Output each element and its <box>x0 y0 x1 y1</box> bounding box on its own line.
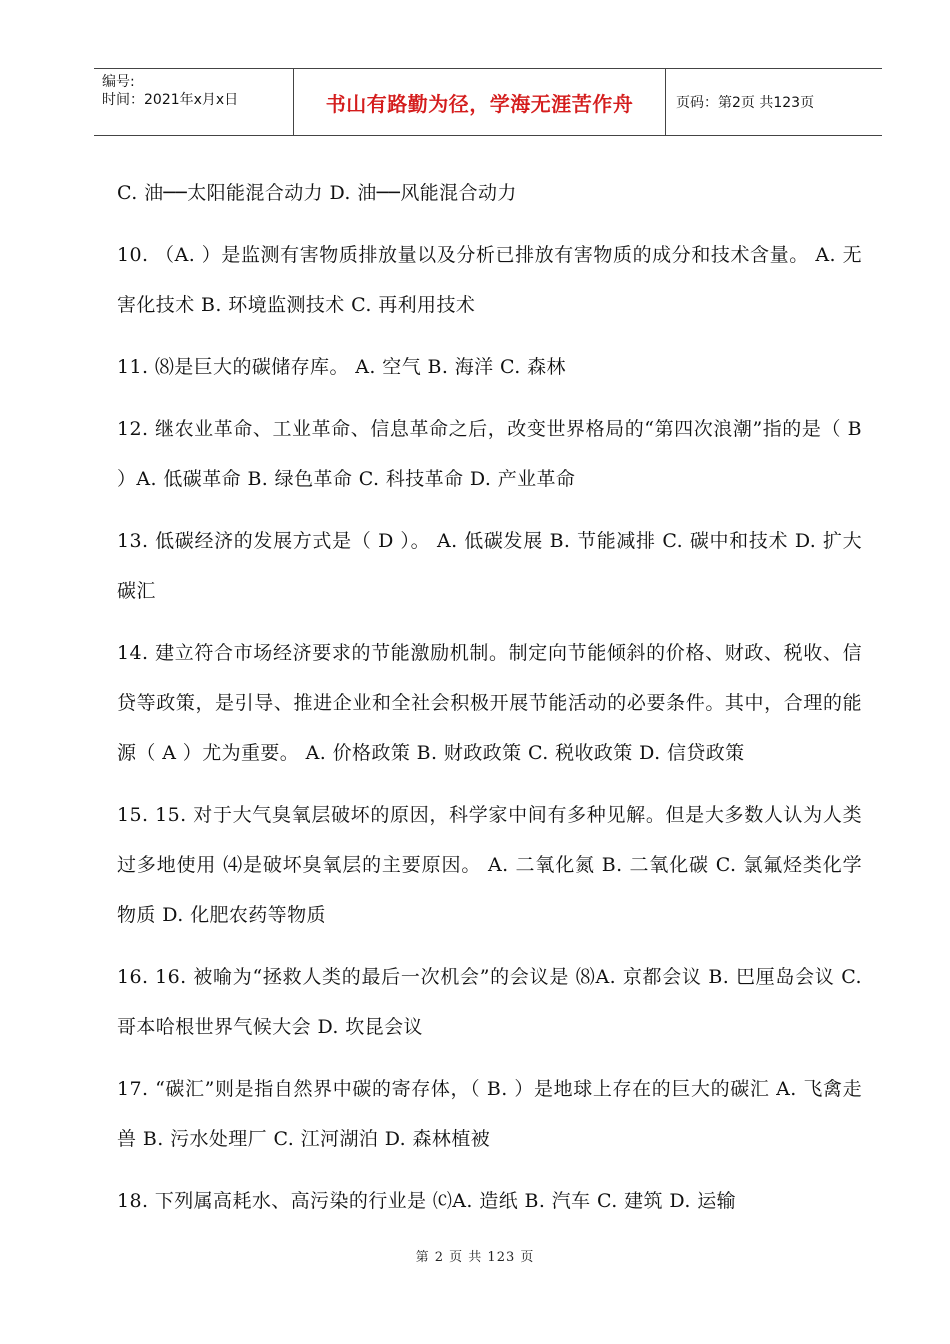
question-list <box>117 168 862 1238</box>
page-footer: 第 2 页 共 123 页 <box>415 1250 535 1265</box>
header-id-label: 编号: <box>102 74 135 90</box>
question-item: 16. 16. 被喻为“拯救人类的最后一次机会”的会议是 ⑻A. 京都会议 B. 巴厘岛会议 C. 哥本哈根世界气候大会 D. 坎昆会议 <box>117 966 862 1038</box>
question-item: C. 油──太阳能混合动力 D. 油──风能混合动力 <box>117 182 517 204</box>
header-motto: 书山有路勤为径，学海无涯苦作舟 <box>294 69 666 135</box>
header-meta <box>94 69 294 135</box>
question-item: 13. 低碳经济的发展方式是（ D ）。 A. 低碳发展 B. 节能减排 C. 碳中和技术 D. 扩大碳汇 <box>117 530 862 602</box>
question-item: 18. 下列属高耗水、高污染的行业是 ⒞A. 造纸 B. 汽车 C. 建筑 D. 运输 <box>117 1190 737 1212</box>
question-item: 14. 建立符合市场经济要求的节能激励机制。制定向节能倾斜的价格、财政、税收、信贷等政策，是引导、推进企业和全社会积极开展节能活动的必要条件。其中，合理的能源（ A ）尤为重要。 A. 价格政策 B. 财政政策 C. 税收政策 D. 信贷政策 <box>117 642 862 764</box>
header-page-info: 页码：第2页 共123页 <box>676 95 815 111</box>
question-item: 17. “碳汇”则是指自然界中碳的寄存体，（ B. ）是地球上存在的巨大的碳汇 A. 飞禽走兽 B. 污水处理厂 C. 江河湖泊 D. 森林植被 <box>117 1078 862 1150</box>
question-item: 11. ⑻是巨大的碳储存库。 A. 空气 B. 海洋 C. 森林 <box>117 356 566 378</box>
page-header <box>94 68 882 136</box>
question-item: 15. 15. 对于大气臭氧层破坏的原因，科学家中间有多种见解。但是大多数人认为人类过多地使用 ⑷是破坏臭氧层的主要原因。 A. 二氧化氮 B. 二氧化碳 C. 氯氟烃类化学物质 D. 化肥农药等物质 <box>117 804 862 926</box>
question-item: 12. 继农业革命、工业革命、信息革命之后，改变世界格局的“第四次浪潮”指的是（ B ）A. 低碳革命 B. 绿色革命 C. 科技革命 D. 产业革命 <box>117 418 862 490</box>
header-time-label: 时间：2021年x月x日 <box>102 92 239 108</box>
question-item: 10. （A. ）是监测有害物质排放量以及分析已排放有害物质的成分和技术含量。 A. 无害化技术 B. 环境监测技术 C. 再利用技术 <box>117 244 862 316</box>
